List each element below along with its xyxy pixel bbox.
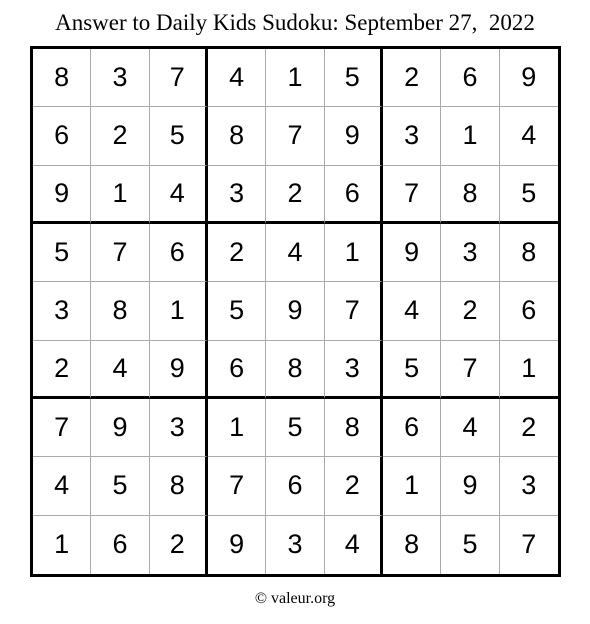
sudoku-cell-r8-c1: 4 [33, 457, 91, 515]
sudoku-cell-r7-c8: 4 [441, 399, 499, 457]
sudoku-cell-r2-c4: 8 [208, 107, 266, 165]
sudoku-cell-r8-c4: 7 [208, 457, 266, 515]
sudoku-cell-r9-c7: 8 [383, 516, 441, 574]
sudoku-cell-r1-c5: 1 [266, 49, 324, 107]
sudoku-cell-r9-c5: 3 [266, 516, 324, 574]
sudoku-cell-r4-c7: 9 [383, 224, 441, 282]
sudoku-cell-r6-c7: 5 [383, 341, 441, 399]
sudoku-cell-r2-c5: 7 [266, 107, 324, 165]
sudoku-cell-r3-c8: 8 [441, 166, 499, 224]
sudoku-cell-r3-c3: 4 [150, 166, 208, 224]
sudoku-cell-r8-c3: 8 [150, 457, 208, 515]
sudoku-cell-r6-c8: 7 [441, 341, 499, 399]
sudoku-cell-r6-c6: 3 [325, 341, 383, 399]
sudoku-cell-r4-c5: 4 [266, 224, 324, 282]
sudoku-board [30, 46, 561, 577]
sudoku-cell-r7-c9: 2 [500, 399, 558, 457]
sudoku-cell-r9-c3: 2 [150, 516, 208, 574]
sudoku-cell-r4-c2: 7 [91, 224, 149, 282]
sudoku-cell-r3-c1: 9 [33, 166, 91, 224]
sudoku-cell-r2-c3: 5 [150, 107, 208, 165]
sudoku-cell-r8-c9: 3 [500, 457, 558, 515]
sudoku-cell-r2-c8: 1 [441, 107, 499, 165]
sudoku-cell-r4-c8: 3 [441, 224, 499, 282]
sudoku-cell-r5-c8: 2 [441, 282, 499, 340]
sudoku-cell-r5-c6: 7 [325, 282, 383, 340]
sudoku-cell-r7-c1: 7 [33, 399, 91, 457]
sudoku-cell-r7-c2: 9 [91, 399, 149, 457]
sudoku-cell-r8-c7: 1 [383, 457, 441, 515]
sudoku-cell-r1-c9: 9 [500, 49, 558, 107]
sudoku-cell-r1-c8: 6 [441, 49, 499, 107]
sudoku-cell-r9-c2: 6 [91, 516, 149, 574]
sudoku-cell-r9-c8: 5 [441, 516, 499, 574]
sudoku-cell-r3-c6: 6 [325, 166, 383, 224]
sudoku-cell-r8-c8: 9 [441, 457, 499, 515]
sudoku-cell-r1-c7: 2 [383, 49, 441, 107]
sudoku-cell-r4-c4: 2 [208, 224, 266, 282]
sudoku-cell-r3-c2: 1 [91, 166, 149, 224]
sudoku-cell-r3-c7: 7 [383, 166, 441, 224]
sudoku-cell-r1-c6: 5 [325, 49, 383, 107]
sudoku-cell-r8-c5: 6 [266, 457, 324, 515]
sudoku-cell-r7-c7: 6 [383, 399, 441, 457]
sudoku-cell-r7-c5: 5 [266, 399, 324, 457]
sudoku-cell-r8-c2: 5 [91, 457, 149, 515]
sudoku-cell-r1-c4: 4 [208, 49, 266, 107]
sudoku-cell-r2-c9: 4 [500, 107, 558, 165]
sudoku-cell-r5-c1: 3 [33, 282, 91, 340]
sudoku-cell-r3-c4: 3 [208, 166, 266, 224]
sudoku-cell-r7-c6: 8 [325, 399, 383, 457]
sudoku-cell-r9-c6: 4 [325, 516, 383, 574]
sudoku-cell-r2-c1: 6 [33, 107, 91, 165]
sudoku-cell-r5-c5: 9 [266, 282, 324, 340]
sudoku-cell-r1-c2: 3 [91, 49, 149, 107]
sudoku-cell-r2-c6: 9 [325, 107, 383, 165]
sudoku-cell-r5-c3: 1 [150, 282, 208, 340]
sudoku-cell-r2-c2: 2 [91, 107, 149, 165]
sudoku-cell-r8-c6: 2 [325, 457, 383, 515]
page-title: Answer to Daily Kids Sudoku: September 27, 2022 [55, 10, 535, 35]
sudoku-cell-r6-c4: 6 [208, 341, 266, 399]
sudoku-cell-r5-c4: 5 [208, 282, 266, 340]
sudoku-cell-r6-c2: 4 [91, 341, 149, 399]
sudoku-cell-r6-c1: 2 [33, 341, 91, 399]
sudoku-cell-r4-c1: 5 [33, 224, 91, 282]
sudoku-cell-r5-c7: 4 [383, 282, 441, 340]
sudoku-cell-r6-c3: 9 [150, 341, 208, 399]
sudoku-cell-r3-c5: 2 [266, 166, 324, 224]
sudoku-cell-r4-c3: 6 [150, 224, 208, 282]
sudoku-cell-r1-c3: 7 [150, 49, 208, 107]
sudoku-cell-r4-c6: 1 [325, 224, 383, 282]
sudoku-cell-r7-c4: 1 [208, 399, 266, 457]
sudoku-cell-r9-c4: 9 [208, 516, 266, 574]
sudoku-cell-r6-c5: 8 [266, 341, 324, 399]
sudoku-cell-r9-c9: 7 [521, 529, 537, 560]
copyright-footer: © valeur.org [254, 590, 336, 607]
sudoku-cell-r2-c7: 3 [383, 107, 441, 165]
sudoku-cell-r6-c9: 1 [500, 341, 558, 399]
sudoku-cell-r1-c1: 8 [33, 49, 91, 107]
sudoku-cell-r9-c1: 1 [33, 516, 91, 574]
sudoku-cell-r5-c2: 8 [91, 282, 149, 340]
sudoku-cell-r3-c9: 5 [500, 166, 558, 224]
sudoku-cell-r5-c9: 6 [500, 282, 558, 340]
sudoku-cell-r7-c3: 3 [150, 399, 208, 457]
sudoku-cell-r4-c9: 8 [500, 224, 558, 282]
